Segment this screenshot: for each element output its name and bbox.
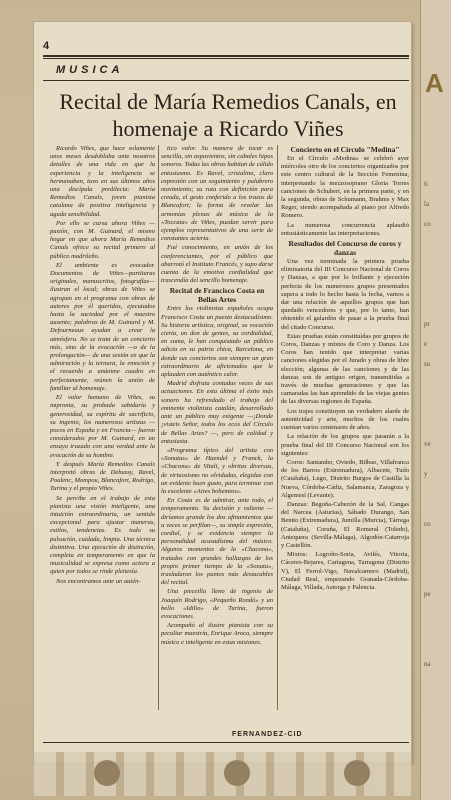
paragraph: Por ello se cursa ahora Viñes —pasión, con M. Guinard, el mismo hogar en que ahora María Remedios Canals ofrece su recital primero al público madrileño. [50, 219, 155, 260]
author-signature: FERNANDEZ-CID [232, 731, 303, 738]
article-column-2 [161, 145, 273, 725]
paragraph: Entre los violinistas españoles ocupa Francisco Costa un puesto destacadísimo. Su historia artística, original, su vocación cierta, un don de gentes, su cordialidad, en suma, le han conquistado un público adicto en su patria chica, Barcelona, en donde sus conciertos son siempre un gran extraordinario de aficionados que le aplauden con auténtico calor. [161, 305, 273, 379]
article-headline [48, 88, 408, 142]
headline-line: homenaje a Ricardo Viñes [112, 116, 344, 141]
header-rule [43, 55, 409, 57]
column-divider [158, 145, 159, 710]
header-rule [43, 58, 409, 59]
decorative-ornament [94, 760, 120, 786]
decorative-ornament [224, 760, 250, 786]
decorative-border [34, 752, 411, 796]
paragraph: La relación de los grupos que pasarán a la prueba final del III Concurso Nacional son los siguientes: [281, 433, 409, 457]
paragraph: Madrid disfruta contadas veces de sus actuaciones. En esta última el éxito más sonoro ha refrendado el trabajo del eminente violinista catalán, desarrollado ante un público muy exigente —¡Donde ¡visteis Señor, todos los ecos del Círculo de Bellas Artes? —, pero de calidad y entusiasta. [161, 380, 273, 445]
paragraph: Una pieceilla lleno de ingenio de Joaquín Rodrigo, «Pequeño Rondó» y un bello «Idilio» de Turina, fueron evocaciones. [161, 588, 273, 620]
paragraph: Mixtos: Logroño-Soria, Avilés, Vitoria, Cáceres-Bejares, Cartagena, Tarragona (Distrito V), El Ferrol-Vigo, Navalcarnero (Madrid), Ciudad Real, empezando Granada-Córdoba-Málaga, Villada, Astorga y Palencia. [281, 551, 409, 591]
subheading: Resultados del Concurso de coros y danzas [288, 239, 402, 258]
paragraph: Ricardo Viñes, que hace solamente unos meses desdoblaba ante nosotros detalles de una vida en que la experiencia y la inteligencia se hermanaban, tuvo en sus últimos años una discípula predilecta: María Remedios Canals, joven pianista catalana de positiva inteligencia y aguda sensibilidad. [50, 145, 155, 218]
paragraph: Fué conocimiento, en unión de los conferenciantes, por el público que abarrotó el Instituto Francés, y supo darse cuenta de la emotiva cordialidad que trascendía del sencillo homenaje. [161, 244, 273, 285]
page-number: 4 [43, 40, 50, 52]
paragraph: En el Círculo «Medina» se celebró ayer miércoles otro de los conciertos organizados por este centro cultural de la Sección Femenina, interpretando la mezzosoprano Gloria Torres canciones de Schubert, en la primera parte, y en la segunda, obras de Schumann, Brahms y Max Reger, siendo acompañada al piano por Alfredo Romero. [281, 155, 409, 220]
paragraph: Estas pruebas están constituídas por grupos de Coros, Danzas y mixtos de Coro y Danza. Los Coros han tenido que interpretar varias canciones elegidas por el Jurado y obras de libre elección; algunas de las canciones y de las danzas son de antiguo origen, transmitidas a través de muchas generaciones y que las camaradas las han aprendido de las viejas gentes de las diversas regiones de España. [281, 332, 409, 406]
adjacent-fragment: la [424, 200, 430, 208]
adjacent-fragment: ve [424, 440, 431, 448]
paragraph: «Programa típico del artista con «Sonatas» de Haendel y Franck, la «Chacona» de Vitali, y obritas diversas, de virtuosismo no olvidadas, elegidas con un evidente buen gusto, para terminar con la excelente «Aires bohemios». [161, 446, 273, 495]
headline-line: Recital de María Remedios Canals, en [59, 89, 397, 114]
paragraph: Acompañó al ilustre pianista con su peculiar maestría, Enrique Aroca, siempre músico e inteligente en estas misiones. [161, 622, 273, 646]
subheading: Concierto en el Círculo "Medina" [290, 145, 400, 154]
paragraph: La numerosa concurrencia aplaudió entusiásticamente las interpretaciones. [281, 221, 409, 237]
paragraph: Y después María Remedios Canals interpretó obras de Debussy, Ravel, Poulenc, Mompou, Blancafort, Rodrigo, Turina y el propio Viñes. [50, 460, 155, 493]
article-column-1 [50, 145, 155, 725]
adjacent-page-letter: A [425, 68, 444, 98]
adjacent-fragment: e [424, 340, 428, 348]
paragraph: El valor humano de Viñes, su impronta, su probada sabiduría y generosidad, su espíritu de sacrificio, su ingenio, los numerosos artistas —pocos en España y en Francia— fueron considerados por M. Guinard, en un ensayo trazado con una verdad ante la evocación de su hombre. [50, 394, 155, 459]
paragraph: tico valor. Su manera de tocar es sencilla, sin aspavientos, sin cabales hipos sonoros. Todas las obras habitan de cálido entusiasmo. Es Ravel, cristalino, claro expresión con un seguimiento y palabrero movimiento; su ruta con definición para creada, el gesto conferido a los trazos de Blancafort; la forma de revelar las armonías plenas de música de la «Toccata» de Viñes, puedan servir para ejemplos representativos de una serie de constantes acierta. [161, 145, 273, 243]
section-title: MUSICA [56, 64, 124, 76]
column-divider [277, 145, 278, 710]
paragraph: Danzas: Begoña-Cabezón de la Sal, Cangas del Narcea (Asturias), Sábado Durango, San Benito (Extremadura), Jumilla (Murcia), Tárrega (Cataluña), Coruña, El Romeral (Toledo), Antequera (Sevilla-Málaga), Algodón-Catarroja y Castellón. [281, 500, 409, 549]
adjacent-fragment: ti [424, 180, 428, 188]
adjacent-fragment: pr [424, 320, 430, 328]
paragraph: Nos encontramos ante un autén- [56, 577, 141, 585]
section-rule [43, 80, 409, 81]
footer-rule [43, 742, 409, 743]
paragraph: En Costa es de admirar, ante todo, el temperamento. Su decisión y valiente —diríamos grande los dos afinamientos que a veces se perfilan—, su simple expresión, cordial, y se evidencia siempre la personalidad acusadísima del músico. Algunos momentos de la «Chacona», tratados con grandes hallazgos de los propio primer tiempo de la «Sonata», trasladaron los puntos más destacables del recital. [161, 497, 273, 587]
adjacent-fragment: na [424, 660, 431, 668]
paragraph: Los trajes constituyen un verdadero alarde de autenticidad y arte, muchos de los cuales cuentan varios centenares de años. [281, 407, 409, 432]
adjacent-fragment: y [424, 470, 428, 478]
paragraph: Una vez terminada la primera prueba eliminatoria del III Concurso Nacional de Coros y Danzas, a que por lo brillante y ejecución perfecta de los numerosos grupos presentados supera a todo lo hecho hasta la fecha, vamos a dar una relación de aquellos grupos que han quedado vencedores y que, por lo tanto, han obtenido el galardón de pasar a la prueba final del citado Concurso. [281, 258, 409, 331]
adjacent-fragment: co [424, 220, 431, 228]
paragraph: Coros: Santander, Oviedo, Bilbao, Villafranca de los Barros (Extremadura), Albacete, Tudo (Cataluña), Lugo, Distrito Burgos de Castilla la Nueva, Córdoba-Cádiz, Salamanca, Zaragoza y Algemesí (Levante). [281, 458, 409, 499]
paragraph: Se percibe en el trabajo de esta pianista una visión inteligente, una intuición extraordinaria, un sentido excepcional para ajustar maneras, estilos, tendencias. Es todo su pulsación, cuidada, limpia. Una técnica distintiva. Una ejecución de distinción, completa en temperamento en que la musicalidad se expresa como actora a quien por todos se rinde pleitesía. [50, 494, 155, 576]
adjacent-fragment: pe [424, 590, 431, 598]
adjacent-page-strip [420, 0, 451, 800]
article-column-3 [281, 145, 409, 725]
adjacent-fragment: su [424, 360, 431, 368]
adjacent-fragment: co [424, 520, 431, 528]
subheading: Recital de Francisco Costa en Bellas Artes [169, 286, 265, 305]
paragraph: El ambiente es evocador. Documentos de Viñes—partituras originales, manuscritos, fotografías—ilustran el local; obras de Viñes se agrupan en el programa con obras de autores por él queridos, ejecutados hasta la saciedad por el maestro ausente; palabras de M. Guinard y M. Defourneaux ayudan a crear la atmósfera. No se trata de un concierto más, sino de la evocación —o de la prolongación— de una sesión en que la admiración y la ternura, la emoción y el recuerdo a unánime cuadro en perfectamente, reúnen la unión de familiar al homenaje. [50, 261, 155, 392]
decorative-ornament [344, 760, 370, 786]
